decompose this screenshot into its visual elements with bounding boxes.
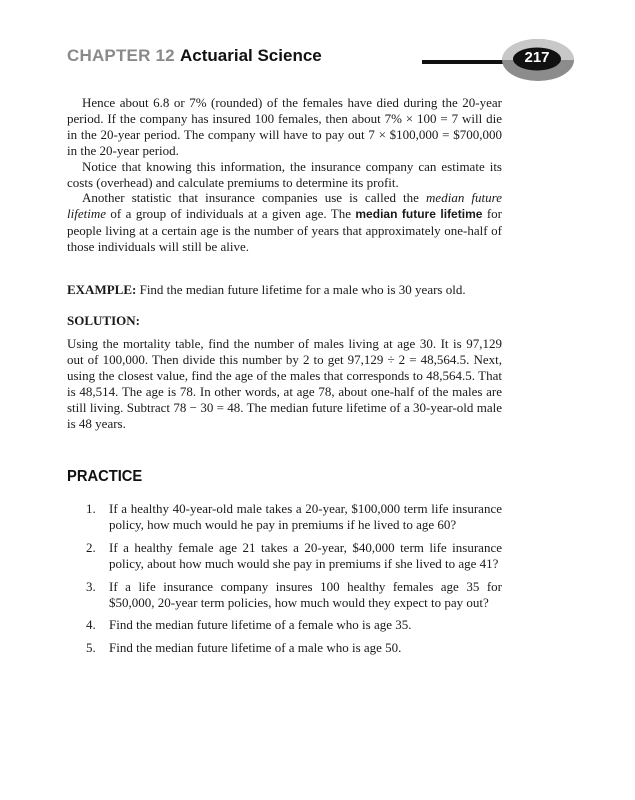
- intro-paragraph-3: [67, 190, 502, 255]
- practice-item-number: 2.: [86, 539, 96, 555]
- practice-heading: PRACTICE: [67, 468, 143, 485]
- practice-item-number: 4.: [86, 617, 96, 633]
- solution-text: Using the mortality table, find the number of males living at age 30. It is 97,129 out of 100,000. Then divide this number by 2 to get 97,129 ÷ 2 = 48,564.5. Next, using the closest value, find the age of the males that corresponds to 48,564.5. That is 48,514. The age is 78. In other words, at age 78, about one-half of the males are still living. Subtract 78 − 30 = 48. The median future lifetime of a 30-year-old male is 48 years.: [67, 336, 502, 431]
- practice-item: [86, 501, 502, 533]
- intro-paragraph-1: Hence about 6.8 or 7% (rounded) of the females have died during the 20-year period. If the company has insured 100 females, then about 7% × 100 = 7 will die in the 20-year period. The company will have to pay out 7 × $100,000 = $700,000 in the 20-year period.: [67, 95, 502, 158]
- example-label: EXAMPLE:: [67, 282, 137, 297]
- practice-item-text: If a healthy 40-year-old male takes a 20-year, $100,000 term life insurance policy, how much would he pay in premiums if he lived to age 60?: [109, 501, 502, 532]
- chapter-label: CHAPTER 12: [67, 46, 175, 65]
- p3-text-a: Another statistic that insurance companies use is called the: [82, 190, 427, 206]
- practice-item: [86, 617, 502, 633]
- solution-section: [67, 336, 502, 431]
- page-number: 217: [524, 49, 550, 66]
- example-paragraph: [67, 282, 502, 298]
- p3-text-b: of a group of individuals at a given age. The: [106, 206, 356, 222]
- example-section: [67, 282, 502, 298]
- practice-item: [86, 540, 502, 572]
- practice-list: [86, 501, 502, 656]
- practice-item-text: Find the median future lifetime of a male who is age 50.: [109, 640, 402, 656]
- intro-paragraph-2: Notice that knowing this information, the insurance company can estimate its costs (overhead) and calculate premiums to determine its profit.: [67, 158, 502, 190]
- practice-item-number: 3.: [86, 578, 96, 594]
- practice-item-text: If a life insurance company insures 100 healthy females age 35 for $50,000, 20-year term policies, how much would they expect to pay out?: [109, 578, 502, 610]
- chapter-title: Actuarial Science: [180, 46, 322, 65]
- solution-label-block: [67, 313, 502, 329]
- p3-italic-term: median future lifetime: [67, 190, 502, 222]
- p3-text-c: for people living at a certain age is the number of years that approximately one-half of those individuals will still be alive.: [67, 206, 502, 255]
- solution-label: SOLUTION:: [67, 313, 140, 328]
- practice-item-text: If a healthy female age 21 takes a 20-year, $40,000 term life insurance policy, about how much would she pay in premiums if she lived to age 41?: [109, 539, 502, 571]
- practice-item-text: Find the median future lifetime of a female who is age 35.: [109, 617, 412, 633]
- practice-item: [86, 640, 502, 656]
- practice-item: [86, 579, 502, 611]
- practice-item-number: 1.: [86, 501, 96, 516]
- intro-section: [67, 95, 502, 255]
- example-text: Find the median future lifetime for a male who is 30 years old.: [136, 282, 466, 297]
- p3-bold-term: median future lifetime: [355, 207, 483, 222]
- practice-item-number: 5.: [86, 640, 96, 656]
